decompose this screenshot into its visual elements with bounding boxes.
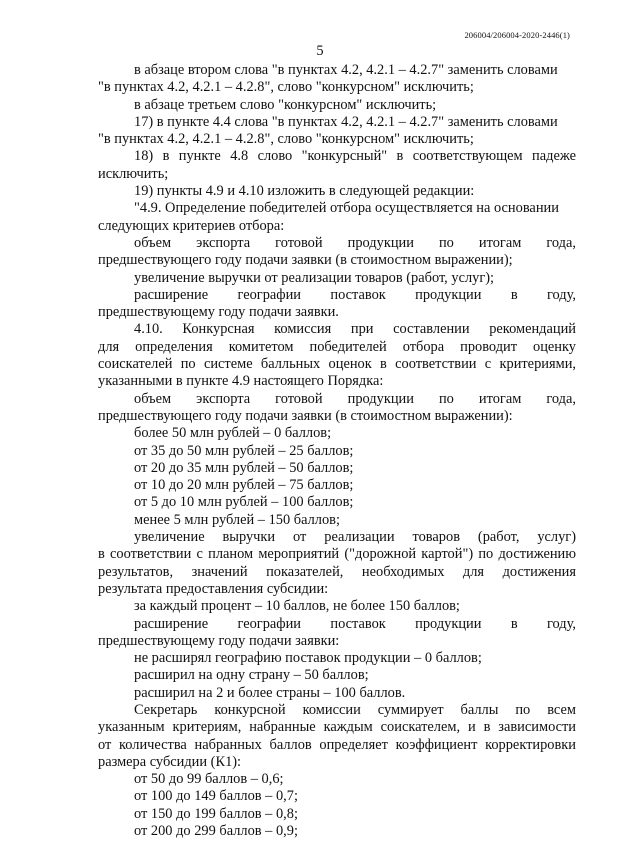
text-line: от 100 до 149 баллов – 0,7; — [134, 788, 298, 805]
text-line: не расширял географию поставок продукции – 0 баллов; — [134, 650, 482, 667]
text-line: расширил на одну страну – 50 баллов; — [134, 667, 369, 684]
page-number: 5 — [316, 43, 324, 59]
text-line: указанными в пункте 4.9 настоящего Порядка: — [98, 373, 384, 390]
text-line: 4.10. Конкурсная комиссия при составлении рекомендаций — [134, 321, 576, 338]
text-line: результата предоставления субсидии: — [98, 580, 329, 597]
text-line: в абзаце третьем слово "конкурсном" исключить; — [134, 96, 437, 113]
document-id: 206004/206004-2020-2446(1) — [464, 30, 570, 40]
text-line: "в пунктах 4.2, 4.2.1 – 4.2.8", слово "конкурсном" исключить; — [98, 79, 474, 96]
text-line: 19) пункты 4.9 и 4.10 изложить в следующей редакции: — [134, 183, 475, 200]
text-line: для определения комитетом победителей отбора проводит оценку — [98, 338, 576, 355]
text-line: увеличение выручки от реализации товаров (работ, услуг); — [134, 269, 495, 286]
text-line: соискателей по системе балльных оценок в соответствии с критериями, — [98, 356, 576, 373]
text-line: менее 5 млн рублей – 150 баллов; — [134, 511, 340, 528]
document-body — [98, 62, 576, 840]
text-line: Секретарь конкурсной комиссии суммирует баллы по всем — [134, 701, 576, 718]
text-line: размера субсидии (К1): — [98, 753, 242, 770]
text-line: в абзаце втором слова "в пунктах 4.2, 4.2.1 – 4.2.7" заменить словами — [134, 62, 558, 78]
text-line: следующих критериев отбора: — [98, 217, 285, 234]
text-line: от 200 до 299 баллов – 0,9; — [134, 823, 298, 840]
text-line: от количества набранных баллов определяет коэффициент корректировки — [98, 736, 576, 753]
text-line: "4.9. Определение победителей отбора осуществляется на основании — [134, 200, 559, 217]
text-line: объем экспорта готовой продукции по итогам года, — [134, 390, 576, 407]
text-line: от 150 до 199 баллов – 0,8; — [134, 805, 298, 822]
text-line: за каждый процент – 10 баллов, не более 150 баллов; — [134, 598, 460, 615]
text-line: расширил на 2 и более страны – 100 баллов. — [134, 684, 406, 701]
text-line: от 35 до 50 млн рублей – 25 баллов; — [134, 442, 354, 459]
text-line: от 50 до 99 баллов – 0,6; — [134, 771, 284, 788]
text-line: 18) в пункте 4.8 слово "конкурсный" в соответствующем падеже — [134, 148, 576, 165]
text-line: в соответствии с планом мероприятий ("дорожной картой") по достижению — [98, 546, 576, 563]
text-line: результатов, значений показателей, необходимых для достижения — [98, 563, 576, 580]
text-line: 17) в пункте 4.4 слова "в пунктах 4.2, 4.2.1 – 4.2.7" заменить словами — [134, 113, 558, 130]
text-line: исключить; — [98, 165, 169, 182]
text-line: предшествующему году подачи заявки. — [98, 304, 339, 321]
text-line: указанным критериям, набранные каждым соискателем, и в зависимости — [98, 719, 576, 736]
text-line: расширение географии поставок продукции в году, — [134, 286, 576, 303]
text-line: "в пунктах 4.2, 4.2.1 – 4.2.8", слово "конкурсном" исключить; — [98, 131, 474, 148]
text-line: от 10 до 20 млн рублей – 75 баллов; — [134, 477, 354, 494]
text-line: увеличение выручки от реализации товаров (работ, услуг) — [134, 529, 576, 546]
text-line: более 50 млн рублей – 0 баллов; — [134, 425, 332, 442]
text-line: объем экспорта готовой продукции по итогам года, — [134, 234, 576, 251]
text-line: предшествующего году подачи заявки (в стоимостном выражении): — [98, 407, 513, 424]
text-line: предшествующему году подачи заявки: — [98, 632, 340, 649]
text-line: предшествующего году подачи заявки (в стоимостном выражении); — [98, 252, 513, 269]
text-line: от 20 до 35 млн рублей – 50 баллов; — [134, 459, 354, 476]
text-line: расширение географии поставок продукции в году, — [134, 615, 576, 632]
text-line: от 5 до 10 млн рублей – 100 баллов; — [134, 494, 354, 511]
